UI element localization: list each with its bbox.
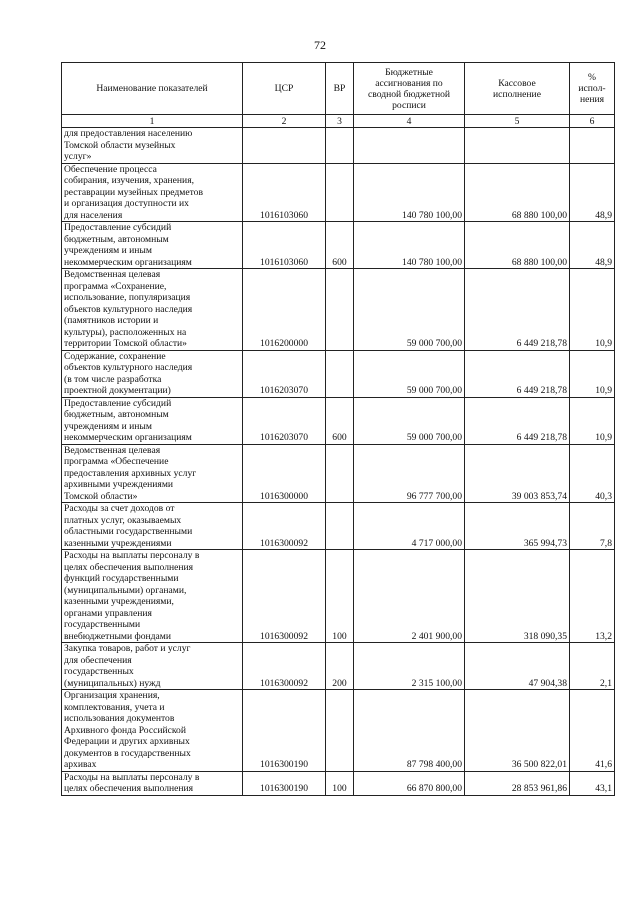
cell-execution-percent: 40,3: [570, 444, 615, 503]
cell-execution-percent: [570, 128, 615, 164]
cell-csr: 1016203070: [243, 397, 326, 444]
cell-execution-percent: 10,9: [570, 269, 615, 351]
column-number-row: [62, 115, 615, 128]
page-number: 72: [314, 38, 326, 52]
table-body: [62, 128, 615, 796]
cell-vr: 600: [326, 397, 354, 444]
table-row: [62, 643, 615, 690]
cell-budget-allocation: 96 777 700,00: [354, 444, 465, 503]
cell-cash-execution: 6 449 218,78: [465, 350, 570, 397]
cell-budget-allocation: 140 780 100,00: [354, 163, 465, 222]
cell-indicator-name: Предоставление субсидий бюджетным, автономным учреждениям и иным некоммерческим организациям: [62, 222, 243, 269]
cell-cash-execution: 47 904,38: [465, 643, 570, 690]
cell-indicator-name: Предоставление субсидий бюджетным, автономным учреждениям и иным некоммерческим организациям: [62, 397, 243, 444]
cell-vr: [326, 503, 354, 550]
cell-vr: [326, 128, 354, 164]
cell-budget-allocation: 140 780 100,00: [354, 222, 465, 269]
cell-cash-execution: 6 449 218,78: [465, 397, 570, 444]
cell-budget-allocation: 2 401 900,00: [354, 550, 465, 643]
cell-budget-allocation: 66 870 800,00: [354, 771, 465, 795]
column-number: 4: [354, 115, 465, 128]
cell-cash-execution: 365 994,73: [465, 503, 570, 550]
table-row: [62, 444, 615, 503]
cell-indicator-name: Расходы за счет доходов от платных услуг, оказываемых областными государственными казенными учреждениями: [62, 503, 243, 550]
cell-vr: [326, 269, 354, 351]
cell-vr: [326, 350, 354, 397]
cell-execution-percent: 10,9: [570, 397, 615, 444]
cell-execution-percent: 13,2: [570, 550, 615, 643]
column-header-percent: % испол- нения: [570, 63, 615, 115]
cell-csr: 1016300092: [243, 503, 326, 550]
column-header-csr: ЦСР: [243, 63, 326, 115]
cell-cash-execution: 68 880 100,00: [465, 163, 570, 222]
cell-csr: 1016103060: [243, 163, 326, 222]
table-row: [62, 690, 615, 772]
cell-cash-execution: [465, 128, 570, 164]
cell-budget-allocation: 59 000 700,00: [354, 350, 465, 397]
cell-budget-allocation: [354, 128, 465, 164]
cell-cash-execution: 68 880 100,00: [465, 222, 570, 269]
budget-execution-table: [61, 62, 615, 796]
cell-csr: 1016103060: [243, 222, 326, 269]
cell-vr: [326, 690, 354, 772]
cell-execution-percent: 43,1: [570, 771, 615, 795]
cell-indicator-name: Ведомственная целевая программа «Обеспечение предоставления архивных услуг архивными учреждениями Томской области»: [62, 444, 243, 503]
cell-indicator-name: Организация хранения, комплектования, учета и использования документов Архивного фонда Российской Федерации и других архивных документов в государственных архивах: [62, 690, 243, 772]
cell-execution-percent: 10,9: [570, 350, 615, 397]
column-header-name: Наименование показателей: [62, 63, 243, 115]
cell-indicator-name: Обеспечение процесса собирания, изучения, хранения, реставрации музейных предметов и организация доступности их для населения: [62, 163, 243, 222]
cell-indicator-name: Расходы на выплаты персоналу в целях обеспечения выполнения: [62, 771, 243, 795]
table-row: [62, 350, 615, 397]
cell-vr: [326, 163, 354, 222]
cell-vr: 100: [326, 771, 354, 795]
table-row: [62, 128, 615, 164]
table-row: [62, 163, 615, 222]
table-row: [62, 503, 615, 550]
cell-budget-allocation: 2 315 100,00: [354, 643, 465, 690]
cell-indicator-name: Расходы на выплаты персоналу в целях обеспечения выполнения функций государственными (муниципальными) органами, казенными учреждениями, органами управления государственными внебюджетными фондами: [62, 550, 243, 643]
cell-execution-percent: 7,8: [570, 503, 615, 550]
column-header-cash: Кассовое исполнение: [465, 63, 570, 115]
table-row: [62, 222, 615, 269]
cell-budget-allocation: 4 717 000,00: [354, 503, 465, 550]
table-row: [62, 550, 615, 643]
column-header-budget: Бюджетные ассигнования по сводной бюджетной росписи: [354, 63, 465, 115]
cell-execution-percent: 48,9: [570, 222, 615, 269]
column-number: 5: [465, 115, 570, 128]
cell-csr: 1016300190: [243, 690, 326, 772]
cell-cash-execution: 318 090,35: [465, 550, 570, 643]
cell-csr: 1016200000: [243, 269, 326, 351]
cell-execution-percent: 41,6: [570, 690, 615, 772]
cell-vr: 200: [326, 643, 354, 690]
cell-cash-execution: 36 500 822,01: [465, 690, 570, 772]
table-row: [62, 771, 615, 795]
cell-indicator-name: Закупка товаров, работ и услуг для обеспечения государственных (муниципальных) нужд: [62, 643, 243, 690]
cell-csr: 1016203070: [243, 350, 326, 397]
cell-execution-percent: 48,9: [570, 163, 615, 222]
cell-cash-execution: 28 853 961,86: [465, 771, 570, 795]
column-number: 6: [570, 115, 615, 128]
cell-csr: 1016300092: [243, 643, 326, 690]
cell-budget-allocation: 59 000 700,00: [354, 269, 465, 351]
cell-vr: [326, 444, 354, 503]
table-row: [62, 397, 615, 444]
cell-csr: 1016300000: [243, 444, 326, 503]
cell-budget-allocation: 87 798 400,00: [354, 690, 465, 772]
cell-vr: 100: [326, 550, 354, 643]
cell-execution-percent: 2,1: [570, 643, 615, 690]
cell-cash-execution: 6 449 218,78: [465, 269, 570, 351]
header-row: [62, 63, 615, 115]
column-number: 1: [62, 115, 243, 128]
cell-budget-allocation: 59 000 700,00: [354, 397, 465, 444]
cell-cash-execution: 39 003 853,74: [465, 444, 570, 503]
column-number: 3: [326, 115, 354, 128]
cell-vr: 600: [326, 222, 354, 269]
cell-csr: 1016300092: [243, 550, 326, 643]
column-header-vr: ВР: [326, 63, 354, 115]
cell-indicator-name: Содержание, сохранение объектов культурного наследия (в том числе разработка проектной документации): [62, 350, 243, 397]
cell-indicator-name: для предоставления населению Томской области музейных услуг»: [62, 128, 243, 164]
cell-csr: 1016300190: [243, 771, 326, 795]
column-number: 2: [243, 115, 326, 128]
table-row: [62, 269, 615, 351]
cell-indicator-name: Ведомственная целевая программа «Сохранение, использование, популяризация объектов культурного наследия (памятников истории и культуры), расположенных на территории Томской области»: [62, 269, 243, 351]
cell-csr: [243, 128, 326, 164]
